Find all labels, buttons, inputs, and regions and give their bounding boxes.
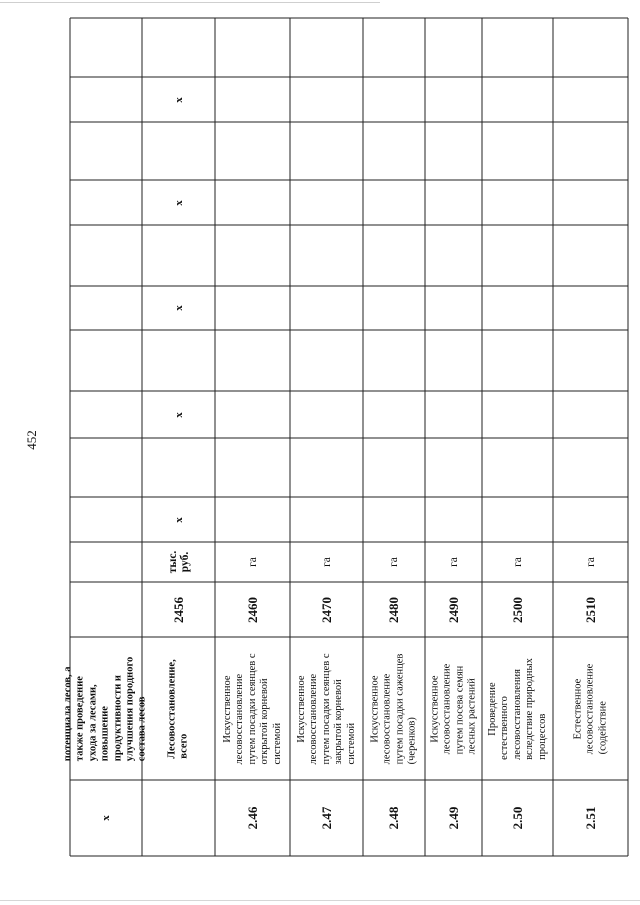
- row-unit: га: [388, 557, 400, 567]
- header-desc-line: повышение: [99, 705, 111, 761]
- row-desc-line: Естественное: [571, 678, 583, 739]
- row-desc-line: Лесовосстановление,: [166, 658, 178, 759]
- row-code-cell: [425, 582, 482, 637]
- row-mark-cell-rotated: [173, 305, 185, 311]
- row-num: 2.46: [244, 806, 260, 830]
- row-desc-line: Искусственное: [428, 674, 440, 743]
- header-num-cell-rotated: [100, 815, 112, 821]
- row-code: 2490: [445, 596, 461, 623]
- row-code-cell: [142, 582, 215, 637]
- row-mark-cell: [142, 77, 215, 122]
- row-desc-line: лесовосстановление: [381, 673, 393, 764]
- row-desc-cell: [482, 637, 553, 780]
- row-desc-line: Искусственное: [295, 674, 307, 743]
- row-desc-cell: [425, 637, 482, 780]
- row-desc-line: лесовосстановления: [511, 668, 523, 760]
- header-desc-cell: [62, 637, 148, 780]
- row-unit: га: [447, 557, 460, 567]
- row-desc-line: Искусственное: [369, 674, 381, 743]
- row-num-cell: [142, 780, 215, 856]
- row-desc-line: Искусственное: [221, 674, 233, 743]
- row-code-cell: [553, 582, 628, 637]
- row-code: 2470: [318, 596, 334, 623]
- row-unit-cell: [553, 542, 628, 582]
- row-mark-x: x: [172, 516, 185, 523]
- row-code-cell-rotated: [171, 597, 187, 623]
- row-desc-cell-rotated: [296, 653, 358, 764]
- row-code-cell: [482, 582, 553, 637]
- row-unit: га: [320, 557, 333, 567]
- row-unit-cell-rotated: [512, 557, 524, 567]
- row-num-cell-rotated: [446, 807, 462, 830]
- row-num-cell: [482, 780, 553, 856]
- row-unit-cell: [425, 542, 482, 582]
- row-unit-cell-rotated: [585, 557, 597, 567]
- row-num: 2.48: [386, 806, 401, 830]
- header-desc-line: продуктивности и: [112, 674, 124, 761]
- row-desc-cell: [215, 637, 290, 780]
- row-desc-line: путем посадки сеянцев с: [320, 652, 332, 765]
- row-desc-cell-rotated: [429, 663, 479, 754]
- row-unit-cell: [290, 542, 363, 582]
- row-num-cell: [425, 780, 482, 856]
- row-mark-cell: [142, 391, 215, 438]
- row-code-cell-rotated: [245, 597, 261, 623]
- row-desc-line: естественного: [498, 695, 510, 760]
- row-code-cell-rotated: [319, 597, 335, 623]
- row-unit-cell: [215, 542, 290, 582]
- row-num: 2.49: [445, 806, 461, 830]
- row-desc-line: лесовосстановление: [233, 673, 245, 765]
- row-num-cell-rotated: [319, 807, 335, 830]
- row-unit: га: [246, 557, 259, 567]
- row-code: 2460: [244, 596, 260, 623]
- header-desc-cell-rotated: [63, 656, 150, 760]
- row-desc-line: процессов: [536, 713, 548, 760]
- header-desc-line: состава лесов: [136, 696, 148, 761]
- row-mark-cell-rotated: [173, 517, 185, 523]
- row-code-cell: [363, 582, 425, 637]
- row-desc-line: лесовосстановление: [307, 673, 319, 765]
- row-unit-cell-rotated: [166, 551, 190, 574]
- row-desc-line: (содействие: [596, 700, 608, 754]
- row-desc-cell-rotated: [369, 653, 419, 764]
- row-mark-x: x: [172, 199, 185, 206]
- row-num-cell: [363, 780, 425, 856]
- row-code-cell: [290, 582, 363, 637]
- row-code-cell-rotated: [510, 597, 526, 623]
- row-code: 2480: [386, 596, 401, 623]
- row-num: 2.47: [318, 806, 334, 830]
- header-desc-line: также проведение: [75, 675, 87, 761]
- row-mark-x: x: [172, 411, 185, 418]
- row-desc-line: открытой корневой: [258, 677, 270, 765]
- row-mark-cell: [142, 180, 215, 225]
- row-unit: руб.: [178, 551, 191, 573]
- row-code-cell-rotated: [446, 597, 462, 623]
- header-desc-line: улучшения породного: [124, 656, 136, 761]
- row-mark-x: x: [172, 96, 185, 103]
- row-mark-x: x: [172, 305, 185, 311]
- row-code-cell: [215, 582, 290, 637]
- row-desc-cell-rotated: [222, 653, 284, 764]
- row-mark-cell-rotated: [173, 97, 185, 103]
- page-number: 452: [24, 430, 39, 450]
- header-num-text: x: [100, 815, 112, 821]
- row-code-cell-rotated: [386, 597, 402, 623]
- row-desc-line: лесовосстановление: [584, 663, 596, 754]
- row-num: 2.50: [509, 806, 525, 830]
- row-mark-cell-rotated: [173, 200, 185, 206]
- row-unit-cell-rotated: [247, 557, 259, 567]
- row-num-cell: [553, 780, 628, 856]
- row-desc-cell: [553, 637, 628, 780]
- row-unit-cell: [482, 542, 553, 582]
- row-desc-line: лесных растений: [465, 677, 477, 754]
- row-mark-cell: [142, 497, 215, 542]
- row-num-cell-rotated: [510, 807, 526, 830]
- row-unit-cell: [142, 542, 215, 582]
- row-num-cell-rotated: [583, 807, 599, 830]
- header-num-cell: [70, 780, 142, 856]
- row-unit-cell: [363, 542, 425, 582]
- row-code: 2510: [582, 596, 598, 623]
- row-desc-line: всего: [178, 733, 190, 759]
- row-desc-line: путем посева семян: [453, 665, 465, 754]
- row-code: 2456: [170, 596, 186, 623]
- row-desc-cell: [142, 637, 215, 780]
- row-desc-line: системой: [271, 722, 283, 765]
- row-unit: тыс.: [166, 550, 179, 574]
- row-desc-cell: [363, 637, 425, 780]
- header-desc-line: потенциала лесов, а: [62, 665, 74, 761]
- row-desc-line: путем посадки саженцев: [394, 653, 405, 764]
- row-unit-cell-rotated: [448, 557, 460, 567]
- row-desc-line: (черенков): [406, 716, 418, 764]
- row-desc-cell-rotated: [166, 659, 191, 758]
- row-unit-cell-rotated: [321, 557, 333, 567]
- row-desc-line: путем посадки сеянцев с: [246, 652, 258, 765]
- row-desc-line: закрытой корневой: [332, 678, 344, 765]
- row-code: 2500: [509, 596, 525, 623]
- row-desc-cell-rotated: [487, 658, 549, 760]
- row-num-cell: [215, 780, 290, 856]
- row-code-cell-rotated: [583, 597, 599, 623]
- header-desc-line: ухода за лесами,: [87, 683, 99, 761]
- row-unit-cell-rotated: [388, 557, 400, 567]
- row-num-cell-rotated: [386, 807, 402, 830]
- row-desc-line: Проведение: [486, 681, 498, 736]
- row-mark-cell-rotated: [173, 412, 185, 418]
- row-unit: га: [584, 557, 597, 567]
- row-num-cell-rotated: [245, 807, 261, 830]
- row-desc-cell: [290, 637, 363, 780]
- row-mark-cell: [142, 286, 215, 330]
- row-num: 2.51: [582, 806, 598, 830]
- row-desc-line: лесовосстановление: [441, 663, 453, 754]
- row-desc-line: вследствие природных: [523, 657, 535, 760]
- row-desc-line: системой: [345, 722, 357, 765]
- row-unit: га: [511, 557, 524, 567]
- row-num-cell: [290, 780, 363, 856]
- row-desc-cell-rotated: [572, 663, 609, 754]
